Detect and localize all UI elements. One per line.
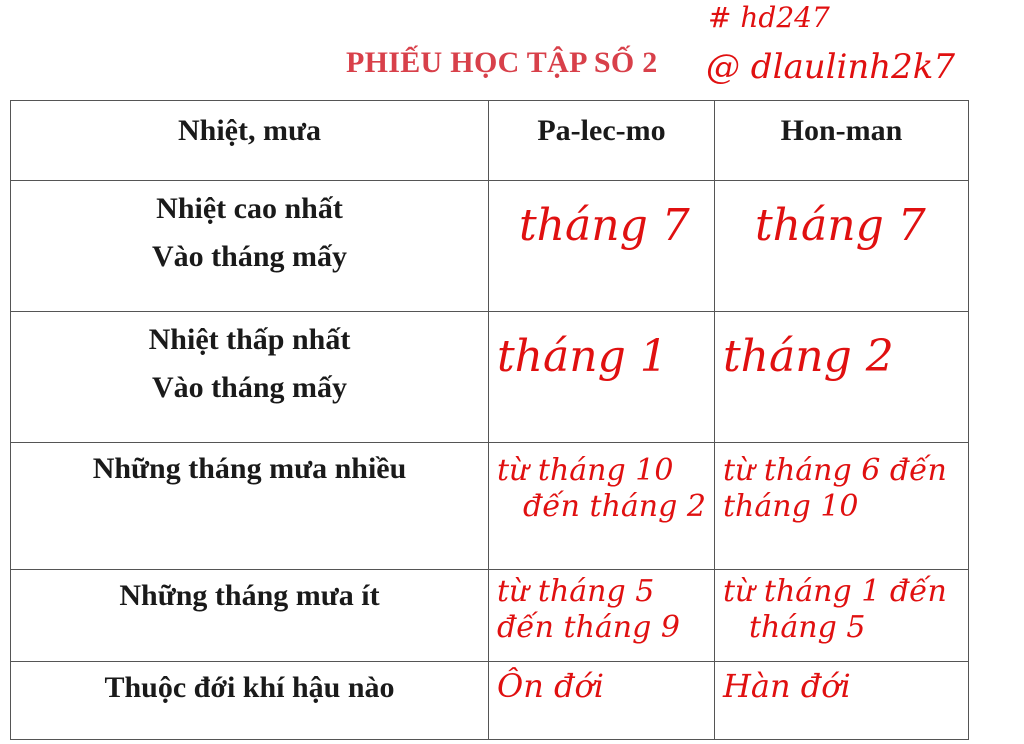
answer-cell [489,312,715,443]
answer-cell [715,570,969,662]
answer-cell [715,181,969,312]
answer-cell [489,570,715,662]
table-row [11,181,969,312]
header-label: Nhiệt, mưa [178,114,321,147]
table-row [11,570,969,662]
header-cell [11,101,489,181]
row-label-cell [11,312,489,443]
table-row [11,312,969,443]
answer-cell [715,443,969,570]
answer-cell [715,312,969,443]
table-row [11,443,969,570]
handwritten-answer: từ tháng 6 đến [723,453,947,488]
handwritten-answer: từ tháng 1 đến [723,574,947,609]
row-label-cell [11,570,489,662]
row-label-line: Nhiệt cao nhất [156,192,343,225]
handwritten-answer: đến tháng 9 [497,610,680,645]
handwritten-answer: từ tháng 10 [497,453,674,488]
handwritten-answer: đến tháng 2 [523,489,706,524]
table-row [11,662,969,740]
answer-cell [489,443,715,570]
answer-cell [489,662,715,740]
answer-cell [489,181,715,312]
handwritten-answer: tháng 7 [519,200,690,251]
header-label: Pa-lec-mo [537,114,666,147]
row-label-line: Những tháng mưa nhiều [92,452,407,485]
row-label-line: Những tháng mưa ít [119,579,380,612]
row-label-line: Vào tháng mấy [151,371,347,404]
handwritten-answer: Hàn đới [723,667,851,705]
row-label-cell [11,181,489,312]
header-cell [715,101,969,181]
handwritten-answer: từ tháng 5 [497,574,655,609]
row-label-line: Thuộc đới khí hậu nào [104,671,395,704]
handwritten-answer: tháng 5 [749,610,866,645]
row-label-line: Vào tháng mấy [151,240,347,273]
answer-cell [715,662,969,740]
row-label-cell [11,662,489,740]
worksheet-title: PHIẾU HỌC TẬP SỐ 2 [346,46,658,79]
header-cell [489,101,715,181]
handwritten-answer: tháng 1 [497,331,668,382]
handwritten-answer: Ôn đới [497,667,604,705]
table-header-row [11,101,969,181]
worksheet-table [10,100,969,740]
handwritten-answer: tháng 10 [723,489,859,524]
row-label-cell [11,443,489,570]
header-label: Hon-man [780,114,903,147]
handwritten-hashtag: # hd247 [708,1,830,34]
row-label-line: Nhiệt thấp nhất [148,323,351,356]
handwritten-username: @ dlaulinh2k7 [706,47,956,87]
handwritten-answer: tháng 7 [755,200,926,251]
handwritten-answer: tháng 2 [723,331,894,382]
